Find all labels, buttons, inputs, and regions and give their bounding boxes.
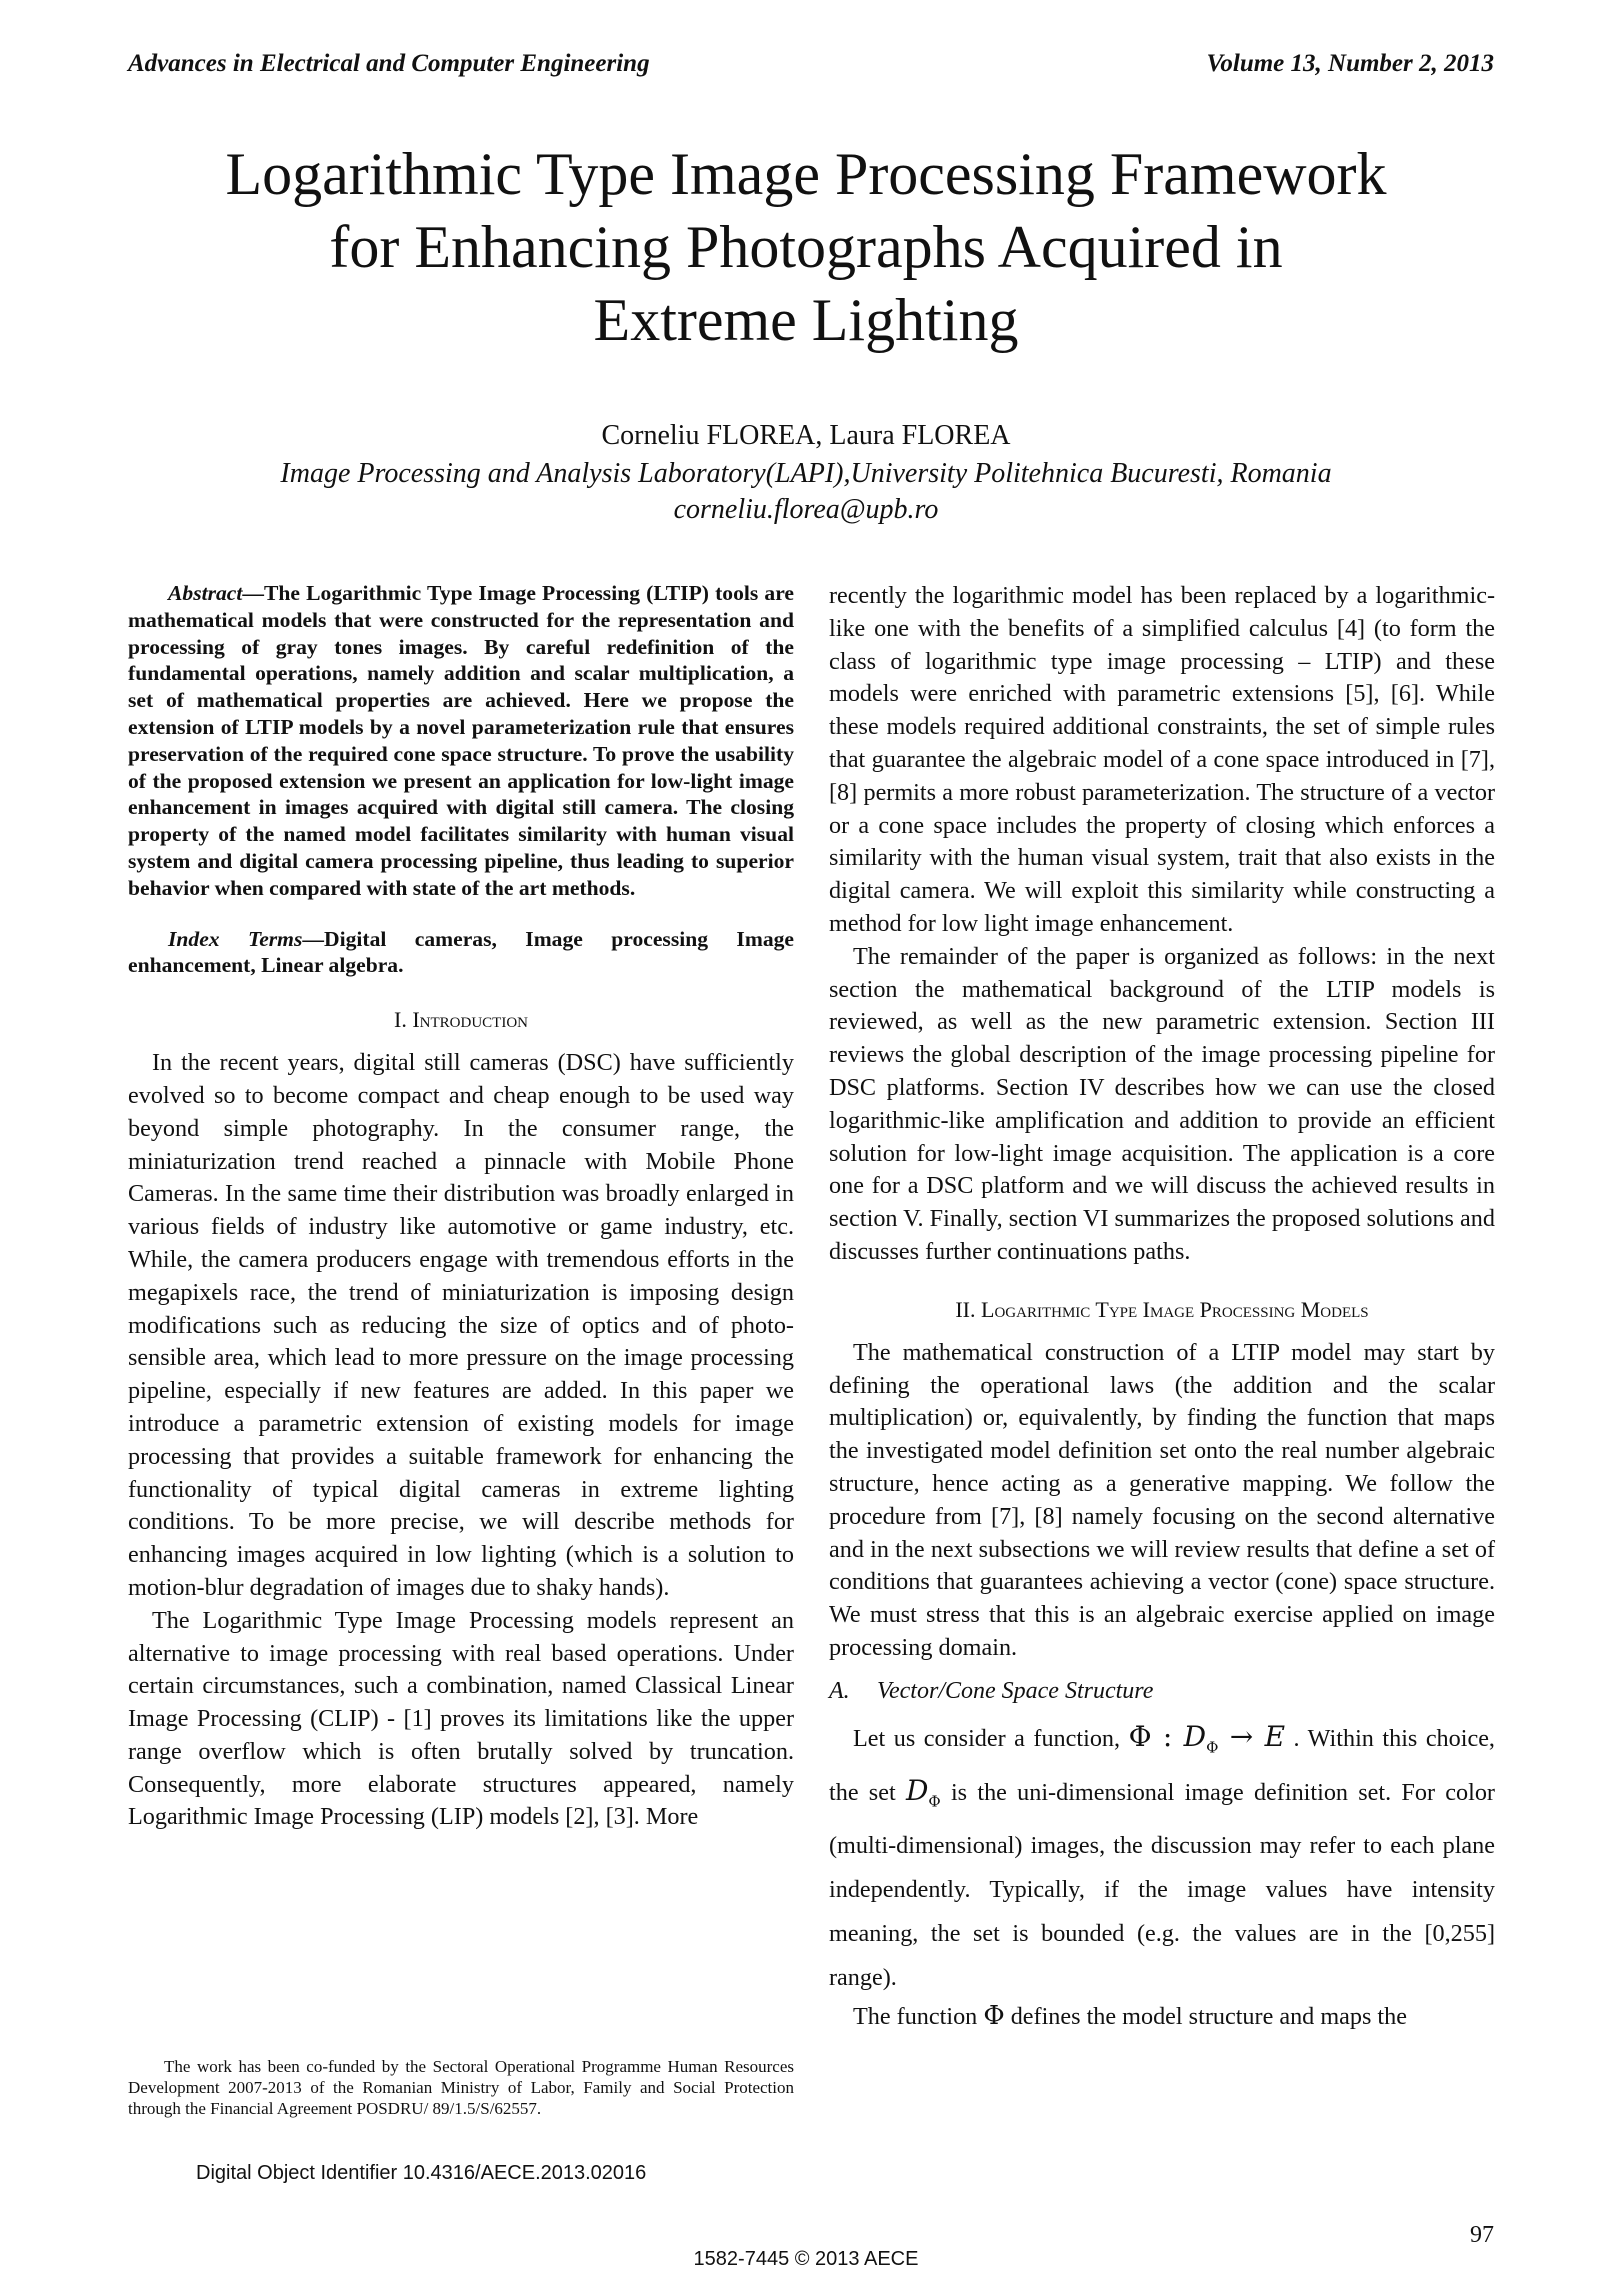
section-numeral: I. <box>394 1007 407 1033</box>
math-set <box>905 1774 941 1811</box>
authors: Corneliu FLOREA, Laura FLOREA <box>601 420 1011 451</box>
body-paragraph: recently the logarithmic model has been replaced by a logarithmic-like one with the benefits of a simplified calculus [4] (to form the class of logarithmic type image processing – LTIP) and these models were enriched with parametric extensions [5], [6]. While these models required additional constraints, the set of simple rules that guarantee the algebraic model of a cone space introduced in [7], [8] permits a more robust parameterization. The structure of a vector or a cone space includes the property of closing which enforces a similarity with the human visual system, trait that also exists in the digital camera. We will exploit this similarity while constructing a method for low light image enhancement. <box>829 582 1495 937</box>
abstract <box>128 580 794 902</box>
author-email: corneliu.florea@upb.ro <box>673 494 939 525</box>
math-text: is the uni-dimensional image definition set. For color (multi-dimensional) images, the discussion may refer to each plane independently. Typically, if the image values have intensity meaning, the set is bounded (e.g. the values are in the [0,255] range). <box>829 1779 1495 1991</box>
math-subscript: Φ <box>1206 1738 1219 1757</box>
index-terms <box>128 926 794 980</box>
math-D: D <box>1183 1719 1207 1753</box>
math-phi: Φ <box>983 2000 1005 2031</box>
doi: Digital Object Identifier 10.4316/AECE.2013.02016 <box>196 2162 647 2184</box>
index-terms-text: —Digital cameras, Image processing Image enhancement, Linear algebra. <box>128 926 794 978</box>
body-paragraph <box>829 2000 1495 2034</box>
math-paragraph <box>829 1715 1495 2000</box>
affiliation: Image Processing and Analysis Laboratory(LAPI),University Politehnica Bucuresti, Romania <box>280 458 1332 489</box>
math-E: E <box>1264 1719 1286 1753</box>
title-line: Extreme Lighting <box>593 287 1019 353</box>
running-head <box>128 50 1494 78</box>
paper-title <box>120 138 1492 357</box>
math-subscript: Φ <box>928 1792 941 1811</box>
journal-name: Advances in Electrical and Computer Engineering <box>128 50 650 77</box>
math-text: defines the model structure and maps the <box>1004 2002 1407 2030</box>
abstract-text: —The Logarithmic Type Image Processing (LTIP) tools are mathematical models that were constructed for the representation and processing of gray tones images. By careful redefinition of the fundamental operations, namely addition and scalar multiplication, a set of mathematical properties are achieved. Here we propose the extension of LTIP models by a novel parameterization rule that ensures preservation of the required cone space structure. To prove the usability of the proposed extension we present an application for low-light image enhancement in images acquired with digital still camera. The closing property of the named model facilitates similarity with human visual system and digital camera processing pipeline, thus leading to superior behavior when compared with state of the art methods. <box>128 581 794 900</box>
section-heading-ltip-models <box>829 1295 1495 1325</box>
math-arrow: → <box>1218 1719 1265 1753</box>
math-phi: Φ <box>1128 1719 1152 1753</box>
section-numeral: II. <box>955 1296 976 1322</box>
funding-footnote: The work has been co-funded by the Sectoral Operational Programme Human Resources Development 2007-2013 of the Romanian Ministry of Labor, Family and Social Protection through the Financial Agreement POSDRU/ 89/1.5/S/62557. <box>128 2057 794 2118</box>
copyright: 1582-7445 © 2013 AECE <box>693 2248 919 2270</box>
section-heading-introduction <box>128 1005 794 1035</box>
body-paragraph: The mathematical construction of a LTIP model may start by defining the operational laws (the addition and the scalar multiplication) or, equivalently, by finding the function that maps the investigated model definition set onto the real number algebraic structure, hence acting as a generative mapping. We follow the procedure from [7], [8] namely focusing on the second alternative and in the next subsections we will review results that define a set of conditions that guarantees achieving a vector (cone) space structure. We must stress that this is an algebraic exercise applied on image processing domain. <box>829 1338 1495 1661</box>
title-line: Logarithmic Type Image Processing Framework <box>225 141 1387 207</box>
page-number: 97 <box>1470 2222 1494 2248</box>
subsection-heading <box>829 1675 1495 1707</box>
section-title: Logarithmic Type Image Processing Models <box>981 1296 1369 1322</box>
body-paragraph: The Logarithmic Type Image Processing models represent an alternative to image processing with real based operations. Under certain circumstances, such a combination, named Classical Linear Image Processing (CLIP) - [1] proves its limitations like the upper range overflow which is often brutally solved by truncation. Consequently, more elaborate structures appeared, namely Logarithmic Image Processing (LIP) models [2], [3]. More <box>128 1606 794 1831</box>
math-text: Let us consider a function, <box>853 1724 1129 1752</box>
math-D: D <box>905 1774 929 1808</box>
math-expression <box>1128 1719 1286 1757</box>
math-text: The function <box>853 2002 984 2030</box>
right-column <box>829 580 1495 2034</box>
math-text: . Within this choice, the set <box>829 1724 1495 1807</box>
index-terms-label: Index Terms <box>168 926 303 951</box>
left-column <box>128 580 794 1834</box>
title-line: for Enhancing Photographs Acquired in <box>329 214 1283 280</box>
subsection-letter: A. <box>829 1677 850 1704</box>
section-title: Introduction <box>412 1007 528 1033</box>
abstract-label: Abstract <box>168 581 243 605</box>
subsection-title: Vector/Cone Space Structure <box>877 1677 1154 1704</box>
body-paragraph: In the recent years, digital still cameras (DSC) have sufficiently evolved so to become compact and cheap enough to be used way beyond simple photography. In the consumer range, the miniaturization trend reached a pinnacle with Mobile Phone Cameras. In the same time their distribution was broadly enlarged in various fields of industry like automotive or game industry, etc. While, the camera producers engage with tremendous efforts in the megapixels race, the trend of miniaturization is imposing design modifications such as reducing the size of optics and of photo-sensible area, which lead to more pressure on the image processing pipeline, especially if new features are added. In this paper we introduce a parametric extension of existing models for image processing that provides a suitable framework for enhancing the functionality of typical digital cameras in extreme lighting conditions. To be more precise, we will describe methods for enhancing images acquired in low lighting (which is a solution to motion-blur degradation of images due to shaky hands). <box>128 1049 794 1601</box>
volume-info: Volume 13, Number 2, 2013 <box>1206 50 1494 77</box>
math-colon: : <box>1151 1719 1184 1753</box>
body-paragraph: The remainder of the paper is organized as follows: in the next section the mathematical background of the LTIP models is reviewed, as well as the new parametric extension. Section III reviews the global description of the image processing pipeline for DSC platforms. Section IV describes how we can use the closed logarithmic-like amplification and addition to provide an efficient solution for low-light image acquisition. The application is a core one for a DSC platform and we will discuss the achieved results in section V. Finally, section VI summarizes the proposed solutions and discusses further continuations paths. <box>829 942 1495 1265</box>
